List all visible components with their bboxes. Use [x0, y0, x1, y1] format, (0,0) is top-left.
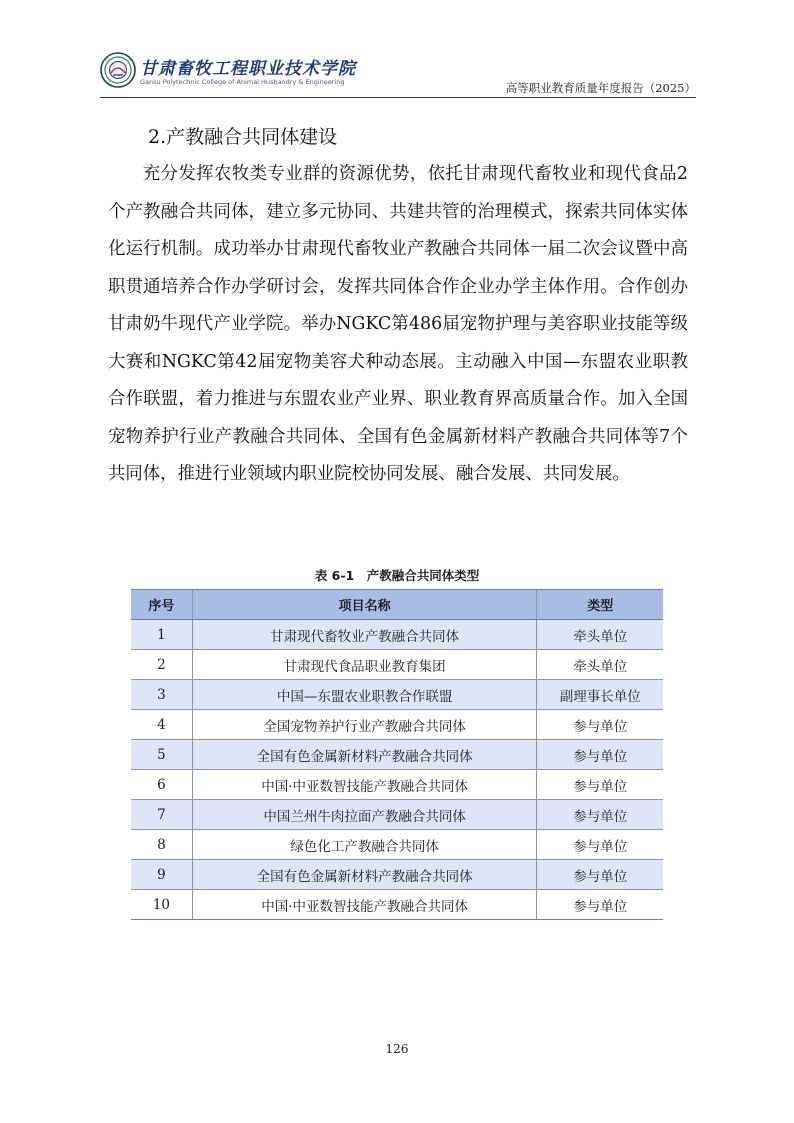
- section-heading: 2.产教融合共同体建设: [148, 126, 338, 148]
- cell-type: 参与单位: [537, 770, 663, 800]
- table-row: [131, 620, 663, 650]
- cell-name: 中国—东盟农业职教合作联盟: [192, 680, 537, 710]
- cell-no: 9: [131, 860, 192, 890]
- school-name-cn: 甘肃畜牧工程职业技术学院: [140, 59, 356, 79]
- page-header: [100, 46, 696, 98]
- body-paragraph: 充分发挥农牧类专业群的资源优势，依托甘肃现代畜牧业和现代食品2个产教融合共同体，建立多元协同、共建共管的治理模式，探索共同体实体化运行机制。成功举办甘肃现代畜牧业产教融合共同体一届二次会议暨中高职贯通培养合作办学研讨会，发挥共同体合作企业办学主体作用。合作创办甘肃奶牛现代产业学院。举办NGKC第486届宠物护理与美容职业技能等级大赛和NGKC第42届宠物美容犬种动态展。主动融入中国—东盟农业职教合作联盟，着力推进与东盟农业产业界、职业教育界高质量合作。加入全国宠物养护行业产教融合共同体、全国有色金属新材料产教融合共同体等7个共同体，推进行业领域内职业院校协同发展、融合发展、共同发展。: [108, 164, 688, 484]
- cell-name: 甘肃现代畜牧业产教融合共同体: [192, 620, 537, 650]
- cell-type: 参与单位: [537, 740, 663, 770]
- community-type-table: [131, 589, 663, 920]
- header-name: 项目名称: [192, 590, 537, 620]
- cell-name: 中国兰州牛肉拉面产教融合共同体: [192, 800, 537, 830]
- header-divider: [100, 97, 696, 98]
- cell-type: 牵头单位: [537, 620, 663, 650]
- cell-name: 全国有色金属新材料产教融合共同体: [192, 740, 537, 770]
- header-no: 序号: [131, 590, 192, 620]
- body-paragraph-container: [108, 156, 688, 494]
- cell-no: 1: [131, 620, 192, 650]
- table-row: [131, 860, 663, 890]
- cell-no: 6: [131, 770, 192, 800]
- table-caption: 表 6-1 产教融合共同体类型: [314, 568, 480, 583]
- cell-no: 4: [131, 710, 192, 740]
- table-row: [131, 650, 663, 680]
- cell-type: 参与单位: [537, 890, 663, 920]
- table-row: [131, 710, 663, 740]
- cell-type: 参与单位: [537, 710, 663, 740]
- school-emblem-icon: [100, 52, 136, 88]
- cell-no: 8: [131, 830, 192, 860]
- cell-name: 绿色化工产教融合共同体: [192, 830, 537, 860]
- cell-no: 2: [131, 650, 192, 680]
- cell-type: 牵头单位: [537, 650, 663, 680]
- cell-type: 参与单位: [537, 800, 663, 830]
- cell-type: 副理事长单位: [537, 680, 663, 710]
- page-number: 126: [385, 1042, 409, 1056]
- table-header-row: [131, 590, 663, 620]
- table-row: [131, 770, 663, 800]
- cell-no: 3: [131, 680, 192, 710]
- table-row: [131, 830, 663, 860]
- report-title: 高等职业教育质量年度报告（2025）: [505, 81, 696, 95]
- cell-no: 5: [131, 740, 192, 770]
- cell-name: 中国·中亚数智技能产教融合共同体: [192, 890, 537, 920]
- table-row: [131, 740, 663, 770]
- school-name-en: Gansu Polytechnic College of Animal Husbandry & Engineering: [140, 78, 345, 86]
- cell-name: 全国宠物养护行业产教融合共同体: [192, 710, 537, 740]
- cell-type: 参与单位: [537, 860, 663, 890]
- table-row: [131, 890, 663, 920]
- table-row: [131, 680, 663, 710]
- header-type: 类型: [537, 590, 663, 620]
- cell-no: 7: [131, 800, 192, 830]
- cell-type: 参与单位: [537, 830, 663, 860]
- table-row: [131, 800, 663, 830]
- cell-name: 中国·中亚数智技能产教融合共同体: [192, 770, 537, 800]
- cell-name: 甘肃现代食品职业教育集团: [192, 650, 537, 680]
- cell-no: 10: [131, 890, 192, 920]
- cell-name: 全国有色金属新材料产教融合共同体: [192, 860, 537, 890]
